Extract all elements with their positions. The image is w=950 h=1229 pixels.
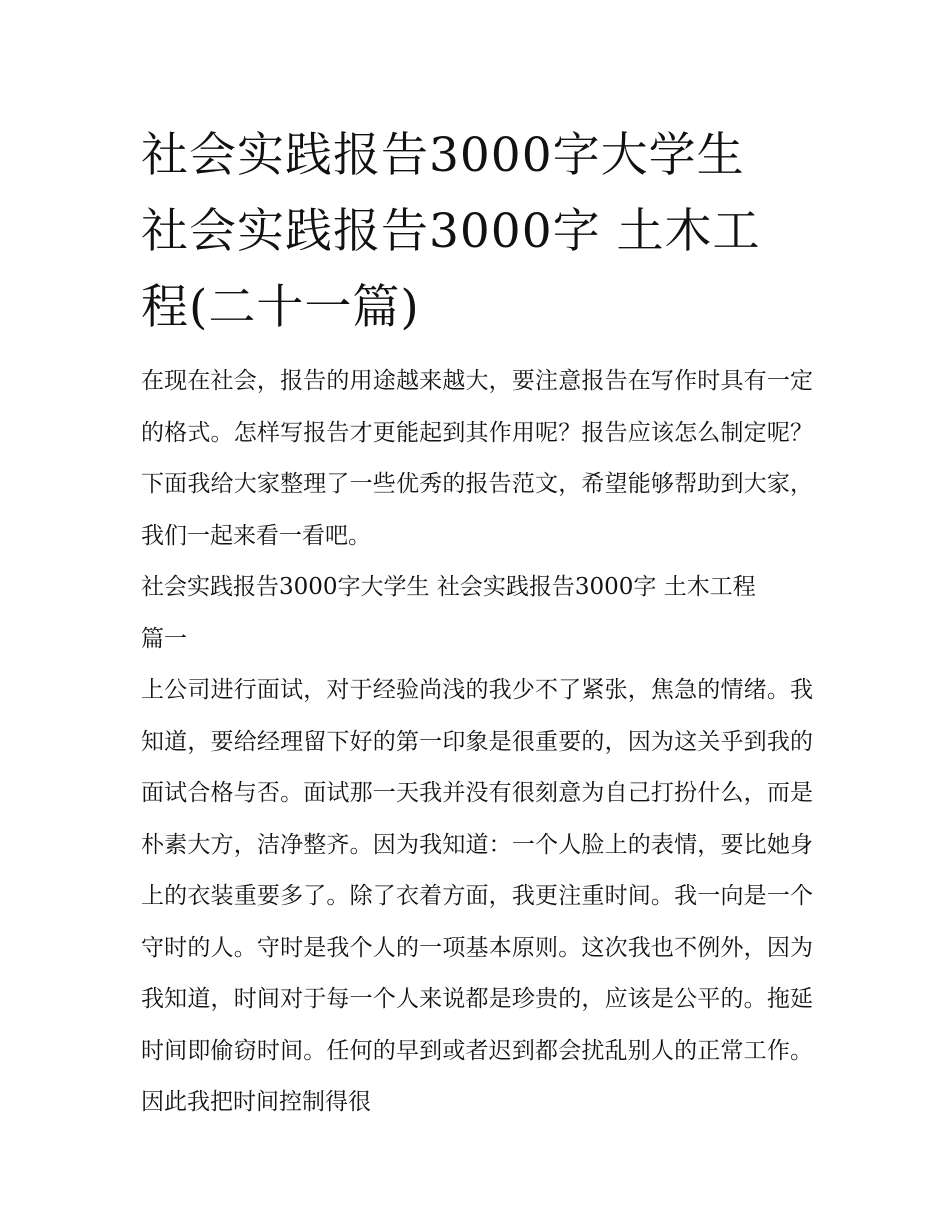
section-heading-line-1: 社会实践报告3000字大学生 社会实践报告3000字 土木工程 [141, 574, 756, 600]
body-paragraph: 上公司进行面试，对于经验尚浅的我少不了紧张，焦急的情绪。我知道，要给经理留下好的第一印象是很重要的，因为这关乎到我的面试合格与否。面试那一天我并没有很刻意为自己打扮什么，而是朴素大方，洁净整齐。因为我知道：一个人脸上的表情，要比她身上的衣装重要多了。除了衣着方面，我更注重时间。我一向是一个守时的人。守时是我个人的一项基本原则。这次我也不例外，因为我知道，时间对于每一个人来说都是珍贵的，应该是公平的。拖延时间即偷窃时间。任何的早到或者迟到都会扰乱别人的正常工作。因此我把时间控制得很 [141, 677, 813, 1115]
document-title [141, 118, 813, 346]
title-line-3: 程(二十一篇) [141, 280, 420, 335]
section-heading [141, 562, 813, 665]
title-line-2: 社会实践报告3000字 土木工 [141, 204, 761, 259]
section-heading-line-2: 篇一 [141, 625, 187, 652]
title-line-1: 社会实践报告3000字大学生 [141, 128, 745, 183]
intro-paragraph: 在现在社会，报告的用途越来越大，要注意报告在写作时具有一定的格式。怎样写报告才更能起到其作用呢？报告应该怎么制定呢？下面我给大家整理了一些优秀的报告范文，希望能够帮助到大家，我们一起来看一看吧。 [141, 368, 813, 549]
document-content [141, 118, 813, 1129]
